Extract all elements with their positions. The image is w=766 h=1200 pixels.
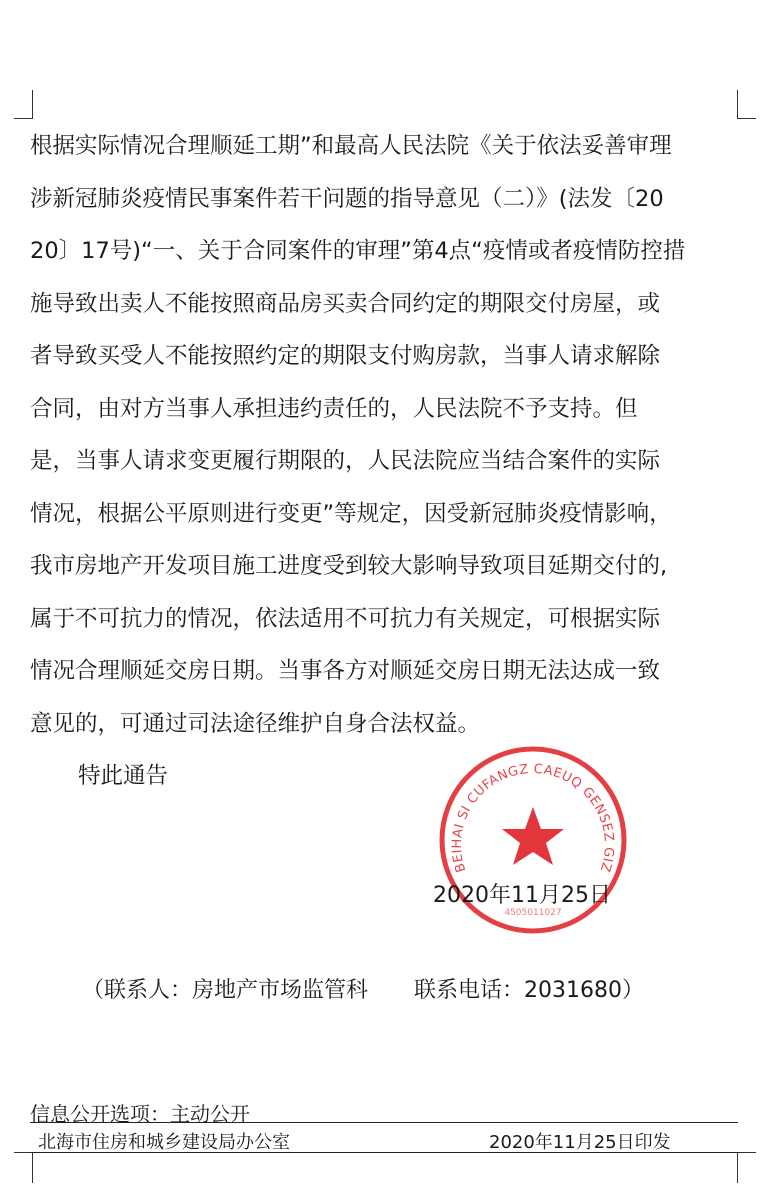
body-line: 者导致买受人不能按照约定的期限支付购房款，当事人请求解除 <box>30 343 661 369</box>
crop-mark-top-left <box>14 90 33 119</box>
contact-person: （联系人：房地产市场监管科 <box>82 978 369 1003</box>
contact-phone: 联系电话：2031680） <box>414 978 644 1003</box>
divider <box>30 1122 738 1123</box>
notice-body <box>30 120 750 803</box>
body-line: 意见的，可通过司法途径维护自身合法权益。 <box>30 710 481 737</box>
signature-date: 2020年11月25日 <box>433 883 611 908</box>
body-line: 情况，根据公平原则进行变更”等规定，因受新冠肺炎疫情影响， <box>30 500 672 527</box>
footer-issue-date: 2020年11月25日印发 <box>489 1132 671 1153</box>
closing-text: 特此通告 <box>78 763 169 789</box>
body-line: 合同，由对方当事人承担违约责任的，人民法院不予支持。但 <box>30 395 638 422</box>
crop-mark-bottom-right <box>737 1152 756 1183</box>
body-line: 情况合理顺延交房日期。当事各方对顺延交房日期无法达成一致 <box>30 658 661 684</box>
body-line: 属于不可抗力的情况，依法适用不可抗力有关规定，可根据实际 <box>30 605 661 632</box>
crop-mark-bottom-left <box>14 1152 33 1183</box>
body-line: 20〕17号)“一、关于合同案件的审理”第4点“疫情或者疫情防控措 <box>30 238 686 264</box>
star-icon <box>502 807 564 865</box>
body-line: 我市房地产开发项目施工进度受到较大影响导致项目延期交付的, <box>30 553 668 579</box>
contact-line <box>82 973 644 1004</box>
divider <box>30 1152 738 1153</box>
body-line: 施导致出卖人不能按照商品房买卖合同约定的期限交付房屋，或 <box>30 290 661 317</box>
disclosure-option: 信息公开选项：主动公开 <box>30 1102 250 1126</box>
body-line: 根据实际情况合理顺延工期”和最高人民法院《关于依法妥善审理 <box>30 133 672 159</box>
footer-issuer: 北海市住房和城乡建设局办公室 <box>38 1132 290 1153</box>
seal-number: 4505011027 <box>504 908 562 918</box>
seal-arc-text: BEIHAI SI CUFANGZ CAEUQ GENSEZ GIZ <box>449 761 617 874</box>
body-line: 涉新冠肺炎疫情民事案件若干问题的指导意见（二）》(法发〔20 <box>30 185 664 212</box>
crop-mark-top-right <box>737 90 756 119</box>
body-line: 是，当事人请求变更履行期限的，人民法院应当结合案件的实际 <box>30 448 661 474</box>
